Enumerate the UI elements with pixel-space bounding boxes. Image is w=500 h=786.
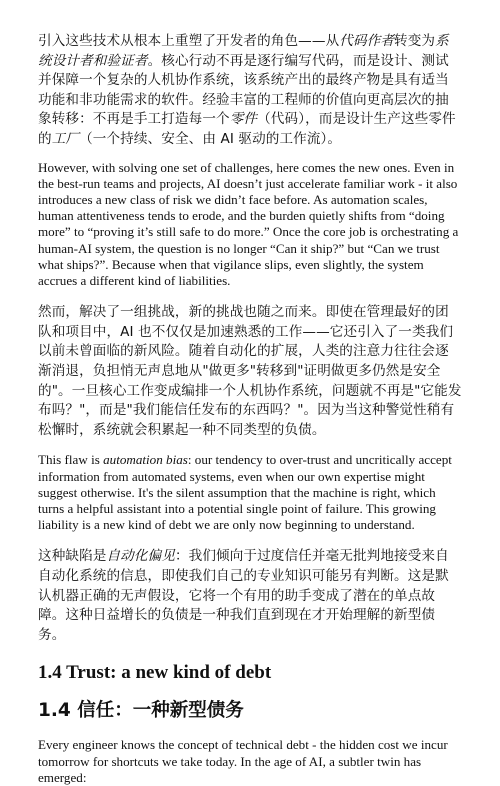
text: 引入这些技术从根本上重塑了开发者的角色——从 <box>38 33 340 49</box>
paragraph-zh-role-shift <box>38 32 462 150</box>
emphasis-factory: 工厂 <box>51 130 80 147</box>
emphasis-automation-bias: automation bias <box>103 452 188 468</box>
text: （一个持续、安全、由 AI 驱动的工作流）。 <box>79 130 342 147</box>
paragraph-en-technical-debt: Every engineer knows the concept of technical debt - the hidden cost we incur tomorrow for shortcuts we take today. In the age of AI, a subtler twin has emerged: <box>38 737 448 785</box>
text: 。核心行动不再是逐行编写代码，而是设计、测试并保障一个复杂的人机协作系统，该系统产出的最终产物是具有适当功能和非功能需求的软件。经验丰富的工程师的价值向更高层次的抽象转移：不再是手工打造每一个 <box>38 52 449 128</box>
document-page <box>38 32 462 786</box>
emphasis-system-designer: 系统设计者和验证者 <box>38 33 449 69</box>
paragraph-zh-automation-bias <box>38 547 462 645</box>
text: This flaw is <box>38 452 104 468</box>
text: （代码），而是设计生产这些零件的 <box>38 111 456 147</box>
text: 这种缺陷是 <box>38 548 107 565</box>
paragraph-en-new-risks: However, with solving one set of challenges, here comes the new ones. Even in the best-run teams and projects, AI doesn’t just accelerate familiar work - it also introduces a new class of risk we didn’t face before. As automation scales, human attentiveness tends to erode, and the burden quietly shifts from “doing more” to “proving it’s still safe to do more.” Once the core job is orchestrating a human-AI system, the question is no longer “Can it ship?” but “Can we trust what ships?”. Because when that vigilance slips, even slightly, the system accrues a different kind of liabilities. <box>38 159 459 288</box>
paragraph-zh-new-risks: 然而，解决了一组挑战，新的挑战也随之而来。即使在管理最好的团队和项目中，AI 也不仅仅是加速熟悉的工作——它还引入了一类我们以前未曾面临的新风险。随着自动化的扩展，人类的注意力往往会逐渐消退，负担悄无声息地从"做更多"转移到"证明做更多仍然是安全的"。一旦核心工作变成编排一个人机协作系统，问题就不再是"它能发布吗？"，而是"我们能信任发布的东西吗？"。因为当这种警觉性稍有松懈时，系统就会积累起一种不同类型的负债。 <box>38 304 462 438</box>
text: 转变为 <box>394 33 436 49</box>
emphasis-parts: 零件 <box>229 111 258 128</box>
text: : our tendency to over-trust and uncritically accept information from automated systems, even when our own expertise might suggest otherwise. It's the silent assumption that the machine is right, which turns a helpful assistant into a potential single point of failure. This growing liability is a new kind of debt we are only now beginning to understand. <box>38 452 452 533</box>
emphasis-code-author: 代码作者 <box>339 33 395 49</box>
section-heading-zh: 1.4 信任：一种新型债务 <box>38 700 244 722</box>
text: ：我们倾向于过度信任并毫无批判地接受来自自动化系统的信息，即使我们自己的专业知识可能另有判断。这是默认机器正确的无声假设，它将一个有用的助手变成了潜在的单点故障。这种日益增长的负债是一种我们直到现在才开始理解的新型债务。 <box>38 548 449 643</box>
section-heading-en: 1.4 Trust: a new kind of debt <box>38 662 272 684</box>
emphasis-automation-bias-zh: 自动化偏见 <box>106 548 175 565</box>
paragraph-en-automation-bias <box>38 452 462 533</box>
